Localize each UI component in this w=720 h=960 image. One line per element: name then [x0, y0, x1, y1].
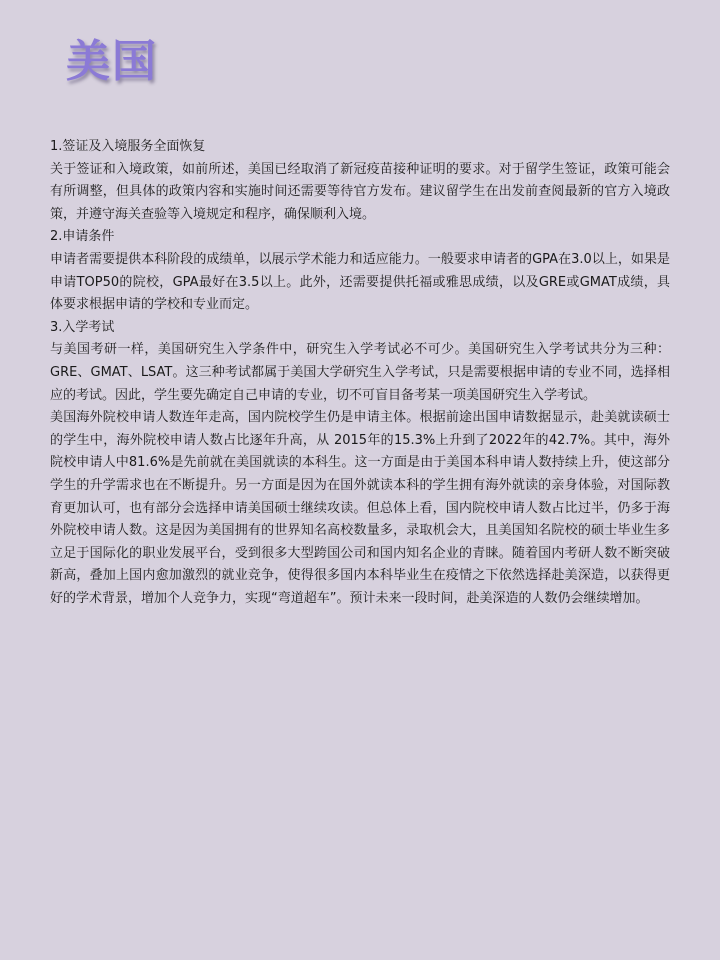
- article-body: [50, 136, 670, 610]
- section-heading: 3.入学考试: [50, 319, 115, 335]
- page-title: 美国: [66, 36, 158, 87]
- paragraph: 与美国考研一样，美国研究生入学条件中，研究生入学考试必不可少。美国研究生入学考试共分为三种：GRE、GMAT、LSAT。这三种考试都属于美国大学研究生入学考试，只是需要根据申请的专业不同，选择相应的考试。因此，学生要先确定自己申请的专业，切不可盲目备考某一项美国研究生入学考试。: [50, 342, 670, 403]
- paragraph: 美国海外院校申请人数连年走高，国内院校学生仍是申请主体。根据前途出国申请数据显示，赴美就读硕士的学生中，海外院校申请人数占比逐年升高，从 2015年的15.3%上升到了2022年的42.7%。其中，海外院校申请人中81.6%是先前就在美国就读的本科生。这一方面是由于美国本科申请人数持续上升，使这部分学生的升学需求也在不断提升。另一方面是因为在国外就读本科的学生拥有海外就读的亲身体验，对国际教育更加认可，也有部分会选择申请美国硕士继续攻读。但总体上看，国内院校申请人数占比过半，仍多于海外院校申请人数。这是因为美国拥有的世界知名高校数量多，录取机会大，且美国知名院校的硕士毕业生多立足于国际化的职业发展平台，受到很多大型跨国公司和国内知名企业的青睐。随着国内考研人数不断突破新高，叠加上国内愈加激烈的就业竞争，使得很多国内本科毕业生在疫情之下依然选择赴美深造，以获得更好的学术背景，增加个人竞争力，实现“弯道超车”。预计未来一段时间，赴美深造的人数仍会继续增加。: [50, 410, 670, 606]
- paragraph: 关于签证和入境政策，如前所述，美国已经取消了新冠疫苗接种证明的要求。对于留学生签证，政策可能会有所调整，但具体的政策内容和实施时间还需要等待官方发布。建议留学生在出发前查阅最新的官方入境政策，并遵守海关查验等入境规定和程序，确保顺利入境。: [50, 161, 670, 222]
- paragraph: 申请者需要提供本科阶段的成绩单，以展示学术能力和适应能力。一般要求申请者的GPA在3.0以上，如果是申请TOP50的院校，GPA最好在3.5以上。此外，还需要提供托福或雅思成绩，以及GRE或GMAT成绩，具体要求根据申请的学校和专业而定。: [50, 251, 670, 313]
- section-heading: 1.签证及入境服务全面恢复: [50, 139, 206, 154]
- section-heading: 2.申请条件: [50, 229, 115, 245]
